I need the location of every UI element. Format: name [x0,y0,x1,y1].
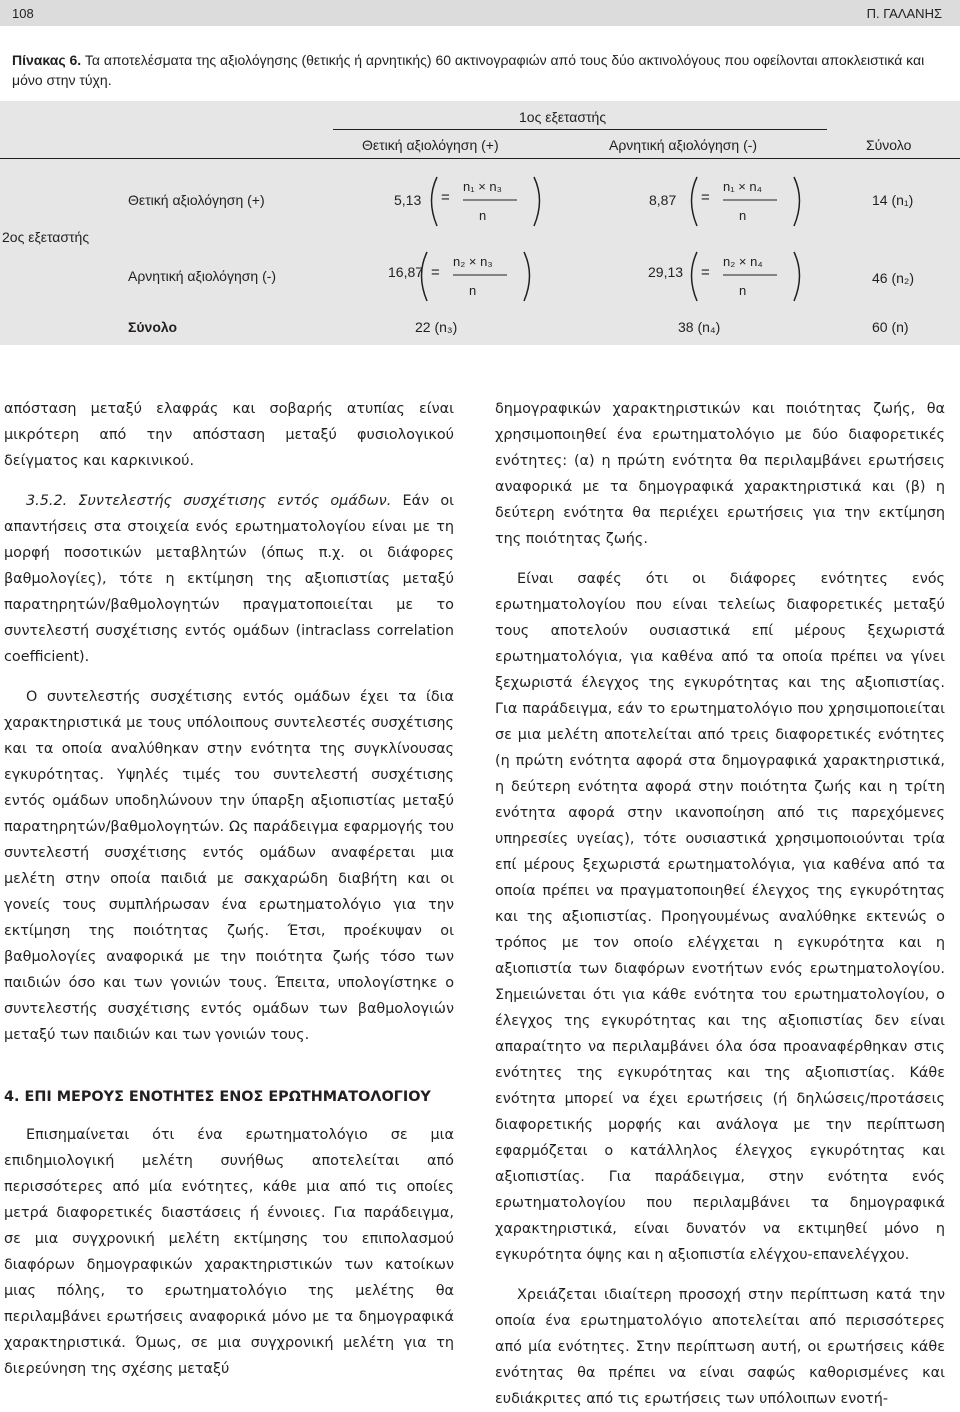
subsection-paragraph [4,488,454,670]
header-col-total: Σύνολο [866,137,912,153]
formula-denominator: n [739,283,747,298]
formula-numerator: n₂ × n₄ [723,254,763,269]
cell-negative-negative: 29,13 [648,264,684,280]
equals-sign: = [441,189,450,206]
caption-label: Πίνακας 6. [12,52,82,68]
page-number: 108 [12,6,34,21]
cell-negative-positive: 16,87 [388,264,424,280]
paragraph: Ο συντελεστής συσχέτισης εντός ομάδων έχει τα ίδια χαρακτηριστικά με τους υπόλοιπους συντελεστές συσχέτισης και τα οποία αναλύθηκαν στην ενότητα της συγκλίνουσας εγκυρότητας. Υψηλές τιμές του συντελεστή συσχέτισης εντός ομάδων υποδηλώνουν την ύπαρξη αξιοπιστίας μεταξύ παρατηρητών/βαθμολογητών. Ως παράδειγμα εφαρμογής του συντελεστή συσχέτισης εντός ομάδων αναφέρεται μια μελέτη στην οποία παιδιά με σακχαρώδη διαβήτη και οι γονείς τους συμπλήρωσαν ένα ερωτηματολόγιο για την εκτίμηση της ποιότητας ζωής. Έτσι, προέκυψαν οι βαθμολογίες αναφορικά με την ποιότητα ζωής τόσο των παιδιών όσο και των γονιών τους. Έπειτα, υπολογίστηκε ο συντελεστής συσχέτισης εντός ομάδων των βαθμολογιών μεταξύ των παιδιών και των γονιών τους. [4,689,454,1043]
row-total-negative: 46 (n₂) [872,270,915,286]
header-examiner-1: 1ος εξεταστής [519,109,607,125]
table-caption [12,50,952,90]
right-column [495,396,945,1412]
paragraph: απόσταση μεταξύ ελαφράς και σοβαρής ατυπίας είναι μικρότερη από την απόσταση μεταξύ φυσιολογικού δείγματος και καρκινικού. [4,401,454,469]
row-label-positive: Θετική αξιολόγηση (+) [128,192,265,208]
formula-numerator: n₂ × n₃ [453,254,493,269]
header-rule [333,129,827,130]
header-col-positive: Θετική αξιολόγηση (+) [362,137,499,153]
row-label-total: Σύνολο [128,319,178,335]
equals-sign: = [701,189,710,206]
equals-sign: = [431,264,440,281]
formula-denominator: n [469,283,477,298]
header-bottom-rule [0,158,960,159]
section-heading: 4. ΕΠΙ ΜΕΡΟΥΣ ΕΝΟΤΗΤΕΣ ΕΝΟΣ ΕΡΩΤΗΜΑΤΟΛΟΓΙΟΥ [4,1089,431,1105]
formula-numerator: n₁ × n₄ [723,179,762,194]
paragraph: δημογραφικών χαρακτηριστικών και ποιότητας ζωής, θα χρησιμοποιηθεί ένα ερωτηματολόγιο με δύο διαφορετικές ενότητες: (α) η πρώτη ενότητα θα περιλαμβάνει ερωτήσεις αναφορικά με τα δημογραφικά χαρακτηριστικά και (β) η δεύτερη ενότητα θα περιέχει ερωτήσεις για την εκτίμηση της ποιότητας ζωής. [495,401,945,547]
left-column [4,396,454,1382]
row-group-examiner-2: 2ος εξεταστής [2,229,90,245]
caption-text: Τα αποτελέσματα της αξιολόγησης (θετικής ή αρνητικής) 60 ακτινογραφιών από τους δύο ακτινολόγους που οφείλονται αποκλειστικά και μόνο στην τύχη. [12,52,925,88]
subsection-heading: 3.5.2. Συντελεστής συσχέτισης εντός ομάδων. [26,493,392,509]
col-total-negative: 38 (n₄) [678,319,721,335]
formula-n2-n4 [683,249,833,319]
equals-sign: = [701,264,710,281]
row-total-positive: 14 (n₁) [872,192,914,208]
cell-positive-negative: 8,87 [649,192,677,208]
paragraph-text: Εάν οι απαντήσεις στα στοιχεία ενός ερωτηματολογίου είναι με τη μορφή ποσοτικών μεταβλητών (όπως π.χ. οι διάφορες βαθμολογίες), τότε η εκτίμηση της αξιοπιστίας μεταξύ παρατηρητών/βαθμολογητών πραγματοποιείται με το συντελεστή συσχέτισης εντός ομάδων (intraclass correlation coefficient). [4,493,454,665]
formula-n2-n3 [413,249,563,319]
paragraph: Είναι σαφές ότι οι διάφορες ενότητες ενός ερωτηματολογίου που είναι τελείως διαφορετικές μεταξύ τους αποτελούν ουσιαστικά επί μέρους ξεχωριστά ερωτηματολόγια, για καθένα από τα οποία πρέπει να γίνει ξεχωριστά έλεγχος της εγκυρότητας και της αξιοπιστίας. Για παράδειγμα, εάν το ερωτηματολόγιο που χρησιμοποιείται σε μια μελέτη αποτελείται από τρεις διαφορετικές ενότητες (η πρώτη ενότητα αφορά στα δημογραφικά χαρακτηριστικά, η δεύτερη ενότητα αφορά στην ποιότητα ζωής και η τρίτη ενότητα αφορά στην ικανοποίηση από τις παρεχόμενες υπηρεσίες υγείας), τότε ουσιαστικά χρησιμοποιούνται τρία επί μέρους ξεχωριστά ερωτηματολόγια, για καθένα από τα οποία πρέπει να πραγματοποιηθεί έλεγχος της εγκυρότητας και της αξιοπιστίας. Προηγουμένως αναλύθηκε εκτενώς ο τρόπος με τον οποίο ελέγχεται η εγκυρότητα και η αξιοπιστία των διαφόρων ενοτήτων ενός ερωτηματολογίου. Σημειώνεται ότι για κάθε ενότητα του ερωτηματολογίου, ο έλεγχος της εγκυρότητας και της αξιοπιστίας δεν είναι απαραίτητο να περιλαμβάνει όλα όσα προαναφέρθηκαν στις ενότητες της εγκυρότητας και της αξιοπιστίας. Κάθε ενότητα μπορεί να έχει ερωτήσεις (ή δηλώσεις/προτάσεις διαφορετικής μορφής και ανάλογα με την περίπτωση εφαρμόζεται ο κατάλληλος έλεγχος εγκυρότητας και αξιοπιστίας. Για παράδειγμα, στην ενότητα ενός ερωτηματολογίου που περιλαμβάνει τα δημογραφικά χαρακτηριστικά, είναι δυνατόν να εκτιμηθεί μόνο η εγκυρότητα όψης και η αξιοπιστία ελέγχου-επανελέγχου. [495,571,945,1263]
formula-n1-n3 [423,174,573,244]
paragraph: Χρειάζεται ιδιαίτερη προσοχή στην περίπτωση κατά την οποία ένα ερωτηματολόγιο αποτελείται από περισσότερες από μία ενότητες. Στην περίπτωση αυτή, οι ερωτήσεις κάθε ενότητας θα πρέπει να είναι σαφώς καθορισμένες και ευδιάκριτες από τις ερωτήσεις των υπόλοιπων ενοτή- [495,1287,945,1407]
formula-n1-n4 [683,174,833,244]
formula-denominator: n [479,208,487,223]
cell-positive-positive: 5,13 [394,192,422,208]
header-col-negative: Αρνητική αξιολόγηση (-) [609,137,758,153]
running-author: Π. ΓΑΛΑΝΗΣ [866,6,942,21]
formula-numerator: n₁ × n₃ [463,179,502,194]
row-label-negative: Αρνητική αξιολόγηση (-) [128,268,277,284]
paragraph: Επισημαίνεται ότι ένα ερωτηματολόγιο σε μια επιδημιολογική μελέτη συνήθως αποτελείται από περισσότερες από μία ενότητες, κάθε μια από τις οποίες μετρά διαφορετικές διαστάσεις ή έννοιες. Για παράδειγμα, σε μια συγχρονική μελέτη εκτίμησης του επιπολασμού διαφόρων δημογραφικών χαρακτηριστικών των κατοίκων μιας πόλης, το ερωτηματολόγιο της μελέτης θα περιλαμβάνει ερωτήσεις αναφορικά μόνο με τα δημογραφικά χαρακτηριστικά. Όμως, σε μια συγχρονική μελέτη για τη διερεύνηση της σχέσης μεταξύ [4,1127,454,1377]
grand-total: 60 (n) [872,319,909,335]
formula-denominator: n [739,208,747,223]
contingency-table [0,101,960,345]
col-total-positive: 22 (n₃) [415,319,458,335]
running-header [0,0,960,26]
